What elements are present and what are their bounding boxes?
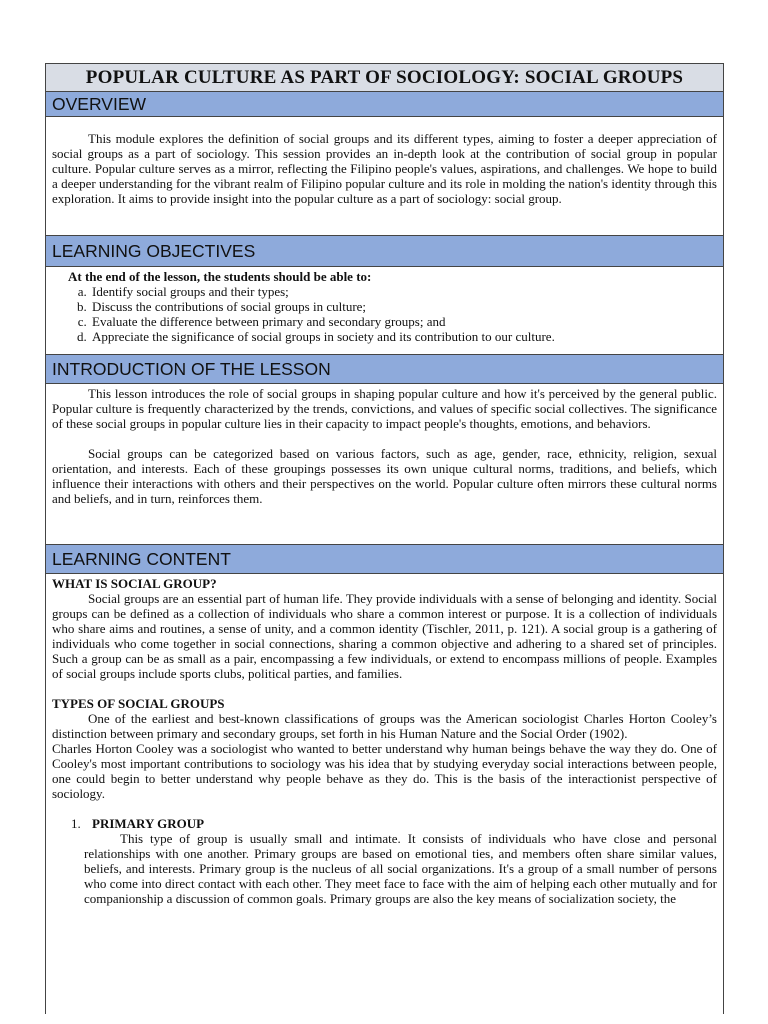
what-is-social-group-heading: WHAT IS SOCIAL GROUP? [52, 576, 217, 591]
objective-item: a. Identify social groups and their types; [90, 284, 717, 299]
types-of-social-groups-heading: TYPES OF SOCIAL GROUPS [52, 696, 225, 711]
objective-item: c. Evaluate the difference between primary and secondary groups; and [90, 314, 717, 329]
what-is-social-group-text: Social groups are an essential part of human life. They provide individuals with a sense of belonging and identity. Social groups can be defined as a collection of individuals who share a common interest or purpose. It is a collection of individuals who share aims and routines, a sense of unity, and a common identity (Tischler, 2011, p. 121). A social group is a gathering of individuals who come together in social connections, sharing a common objective and adhering to a shared set of principles. Such a group can be as small as a pair, encompassing a few individuals, or extend to encompass millions of people. Examples of social groups include sports clubs, political parties, and families. [52, 591, 717, 681]
introduction-paragraph-2: Social groups can be categorized based on various factors, such as age, gender, race, ethnicity, religion, sexual orientation, and interests. Each of these groupings possesses its own unique cultural norms, traditions, and beliefs, which influence their interactions with others and their perspectives on the world. Popular culture often mirrors these cultural norms and beliefs, and in turn, reinforces them. [52, 446, 717, 506]
introduction-paragraph-1: This lesson introduces the role of social groups in shaping popular culture and how it's perceived by the general public. Popular culture is frequently characterized by the trends, convictions, and values of specific social collectives. The significance of these social groups in popular culture lies in their capacity to impact people's thoughts, emotions, and behaviors. [52, 386, 717, 431]
learning-content-heading: LEARNING CONTENT [46, 545, 723, 574]
primary-group-item [84, 816, 717, 906]
objective-item: b. Discuss the contributions of social groups in culture; [90, 299, 717, 314]
module-document [45, 63, 724, 1014]
overview-heading: OVERVIEW [46, 92, 723, 117]
learning-objectives-heading: LEARNING OBJECTIVES [46, 236, 723, 267]
learning-content-section [46, 574, 723, 1014]
learning-objectives-section [46, 267, 723, 355]
types-paragraph-2: Charles Horton Cooley was a sociologist who wanted to better understand why human beings behave the way they do. One of Cooley's most important contributions to sociology was his idea that by studying everyday social interactions between people, one could begin to better understand why people behave as they do. This is the basis of the interactionist perspective of sociology. [52, 741, 717, 801]
objectives-list [52, 284, 717, 344]
overview-section [46, 117, 723, 236]
primary-group-heading: PRIMARY GROUP [92, 816, 205, 831]
types-paragraph-1: One of the earliest and best-known classifications of groups was the American sociologist Charles Horton Cooley’s distinction between primary and secondary groups, set forth in his Human Nature and the Social Order (1902). [52, 711, 717, 741]
objective-item: d. Appreciate the significance of social groups in society and its contribution to our culture. [90, 329, 717, 344]
overview-text: This module explores the definition of social groups and its different types, aiming to foster a deeper appreciation of social groups as a part of sociology. This session provides an in-depth look at the contribution of social group in popular culture. Popular culture serves as a mirror, reflecting the Filipino people's values, aspirations, and challenges. We hope to build a deeper understanding for the vibrant realm of Filipino popular culture and its role in molding the nation's identity through this exploration. It aims to provide insight into the popular culture as a part of sociology: social group. [52, 131, 717, 206]
introduction-section [46, 384, 723, 545]
introduction-heading: INTRODUCTION OF THE LESSON [46, 355, 723, 384]
group-types-list [52, 816, 717, 906]
objectives-intro: At the end of the lesson, the students should be able to: [68, 269, 372, 284]
document-title: POPULAR CULTURE AS PART OF SOCIOLOGY: SOCIAL GROUPS [46, 64, 723, 92]
primary-group-text: This type of group is usually small and intimate. It consists of individuals who have close and personal relationships with one another. Primary groups are based on emotional ties, and members often share similar values, beliefs, and interests. Primary group is the nucleus of all social organizations. It's a group of a small number of persons who come into direct contact with each other. They meet face to face with the aim of helping each other mutually and for companionship a discussion of common goals. Primary groups are also the key means of socialization society, the [84, 831, 717, 906]
